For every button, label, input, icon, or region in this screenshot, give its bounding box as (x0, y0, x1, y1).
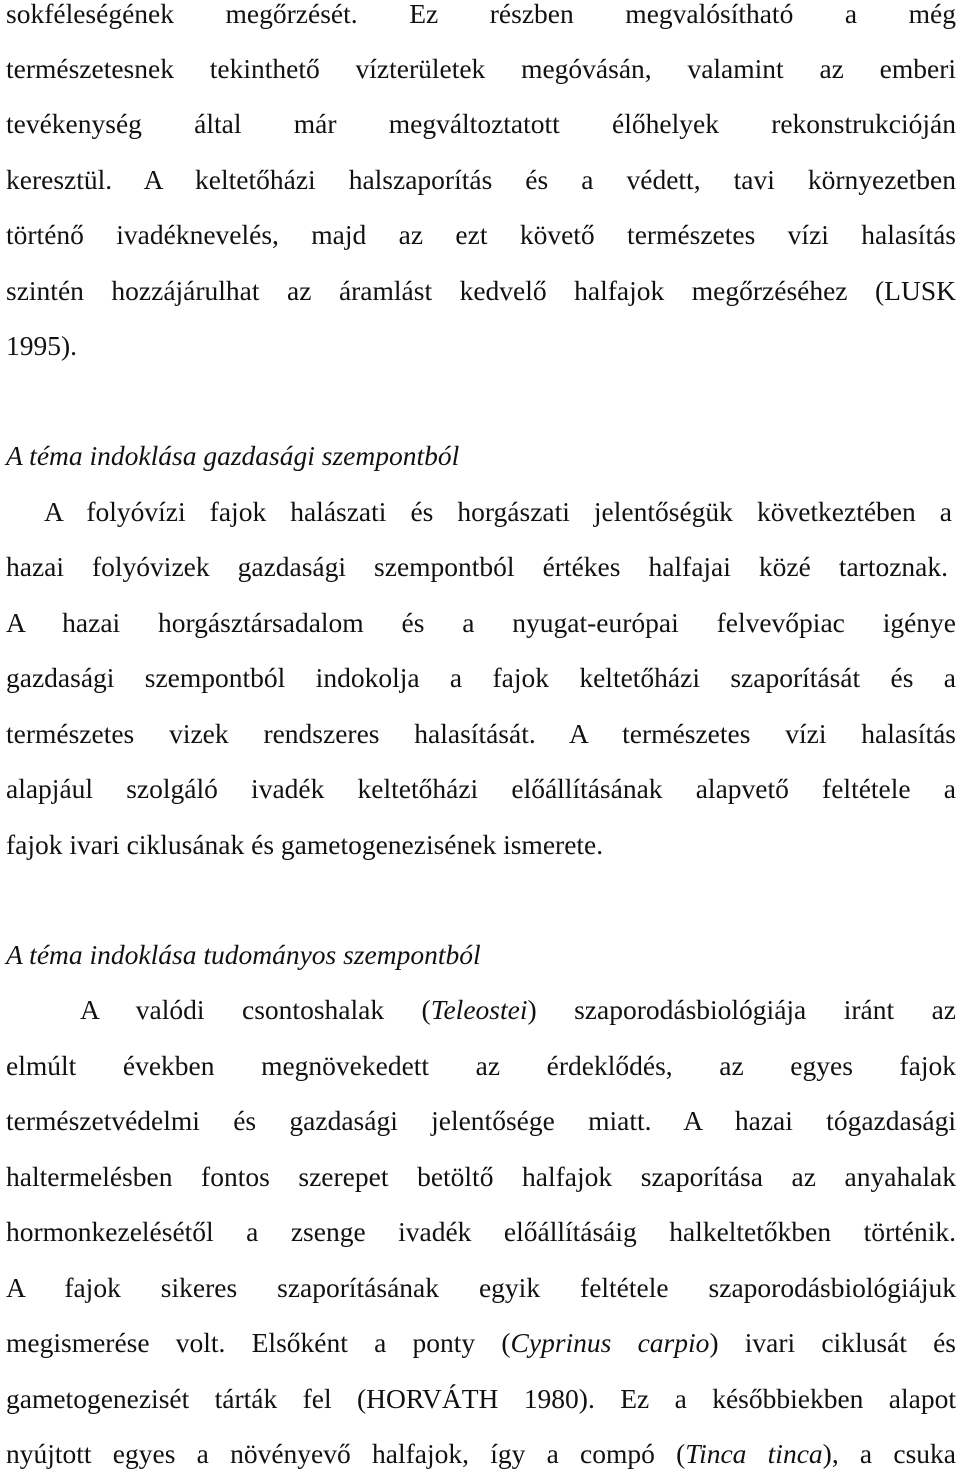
scientific-line-3: természetvédelmi és gazdasági jelentősége miatt. A hazai tógazdasági (6, 1105, 956, 1136)
economic-line-1: A folyóvízi fajok halászati és horgászati jelentőségük következtében a (44, 496, 952, 527)
economic-line-3: A hazai horgásztársadalom és a nyugat-európai felvevőpiac igénye (6, 607, 956, 638)
economic-line-5: természetes vizek rendszeres halasítását. A természetes vízi halasítás (6, 718, 956, 749)
scientific-line-4: haltermelésben fontos szerepet betöltő halfajok szaporítása az anyahalak (6, 1161, 956, 1192)
section-heading-economic: A téma indoklása gazdasági szempontból (6, 440, 460, 471)
scientific-line-1-text-a: A valódi csontoshalak ( (80, 994, 431, 1025)
scientific-line-7-text-a: megismerése volt. Elsőként a ponty ( (6, 1327, 511, 1358)
species-name-tinca-tinca: Tinca tinca (685, 1438, 823, 1469)
scientific-line-9-text-b: ), a csuka (822, 1438, 956, 1469)
scientific-line-5: hormonkezelésétől a zsenge ivadék előállításáig halkeltetőkben történik. (6, 1216, 956, 1247)
scientific-line-7-text-b: ) ivari ciklusát és (709, 1327, 957, 1358)
paragraph-1-line-5: történő ivadéknevelés, majd az ezt követő természetes vízi halasítás (6, 219, 956, 250)
economic-line-4: gazdasági szempontból indokolja a fajok keltetőházi szaporítását és a (6, 662, 956, 693)
scientific-line-7 (6, 1323, 956, 1363)
species-name-cyprinus-carpio: Cyprinus carpio (510, 1327, 710, 1358)
scientific-line-1 (80, 990, 956, 1030)
paragraph-1-line-4: keresztül. A keltetőházi halszaporítás és a védett, tavi környezetben (6, 164, 956, 195)
economic-line-6: alapjául szolgáló ivadék keltetőházi előállításának alapvető feltétele a (6, 773, 956, 804)
scientific-line-9 (6, 1434, 956, 1474)
scientific-line-8: gametogenezisét tárták fel (HORVÁTH 1980). Ez a későbbiekben alapot (6, 1383, 956, 1414)
paragraph-1-line-1: sokféleségének megőrzését. Ez részben megvalósítható a még (6, 0, 956, 29)
scientific-line-2: elmúlt években megnövekedett az érdeklődés, az egyes fajok (6, 1050, 956, 1081)
paragraph-1-line-2: természetesnek tekinthető vízterületek megóvásán, valamint az emberi (6, 53, 956, 84)
paragraph-1-line-3: tevékenység által már megváltoztatott élőhelyek rekonstrukcióján (6, 108, 956, 139)
scientific-line-9-text-a: nyújtott egyes a növényevő halfajok, így a compó ( (6, 1438, 686, 1469)
economic-line-2: hazai folyóvizek gazdasági szempontból értékes halfajai közé tartoznak. (6, 551, 948, 582)
paragraph-1-line-7: 1995). (6, 330, 78, 361)
paragraph-1-line-6: szintén hozzájárulhat az áramlást kedvelő halfajok megőrzéséhez (LUSK (6, 275, 956, 306)
scientific-line-1-text-b: ) szaporodásbiológiája iránt az (527, 994, 956, 1025)
section-heading-scientific: A téma indoklása tudományos szempontból (6, 939, 481, 970)
species-name-teleostei: Teleostei (430, 994, 528, 1025)
economic-line-7: fajok ivari ciklusának és gametogenezisének ismerete. (6, 829, 604, 860)
scientific-line-6: A fajok sikeres szaporításának egyik feltétele szaporodásbiológiájuk (6, 1272, 956, 1303)
